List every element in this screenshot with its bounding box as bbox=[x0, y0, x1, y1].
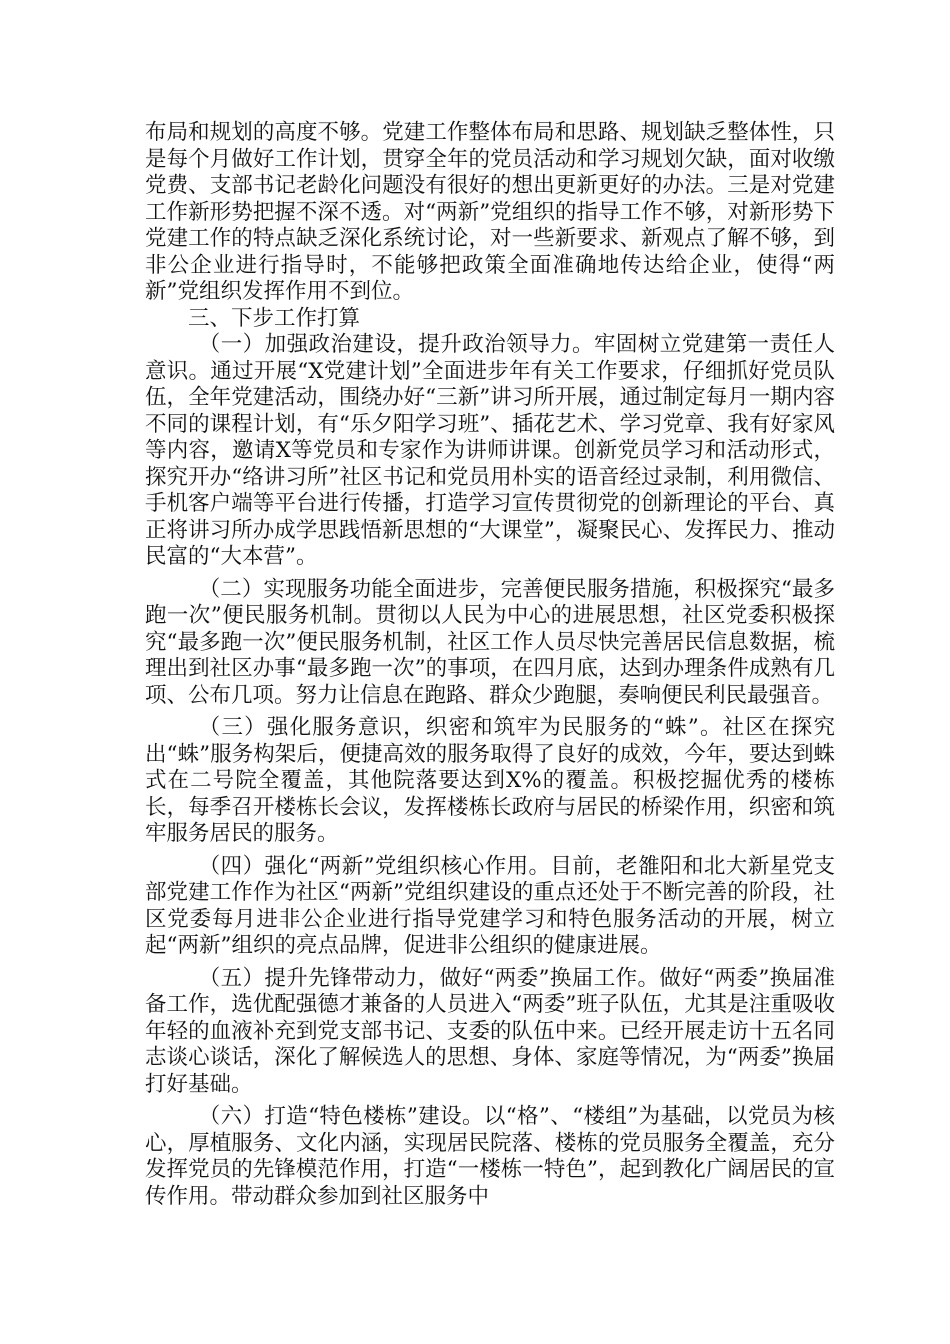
paragraph-continuation: 布局和规划的高度不够。党建工作整体布局和思路、规划缺乏整体性，只是每个月做好工作计划，贯穿全年的党员活动和学习规划欠缺，面对收缴党费、支部书记老龄化问题没有很好的想出更新更好的办法。三是对党建工作新形势把握不深不透。对“两新”党组织的指导工作不够，对新形势下党建工作的特点缺乏深化系统讨论，对一些新要求、新观点了解不够，到非公企业进行指导时，不能够把政策全面准确地传达给企业，使得“两新”党组织发挥作用不到位。 bbox=[145, 120, 835, 304]
paragraph-item-5: （五）提升先锋带动力，做好“两委”换届工作。做好“两委”换届准备工作，选优配强德才兼备的人员进入“两委”班子队伍，尤其是注重吸收年轻的血液补充到党支部书记、支委的队伍中来。已经开展走访十五名同志谈心谈话，深化了解候选人的思想、身体、家庭等情况，为“两委”换届打好基础。 bbox=[145, 965, 835, 1097]
document-page bbox=[145, 120, 835, 1210]
section-heading: 三、下步工作打算 bbox=[188, 305, 361, 331]
paragraph-item-4: （四）强化“两新”党组织核心作用。目前，老雒阳和北大新星党支部党建工作作为社区“两新”党组织建设的重点还处于不断完善的阶段，社区党委每月进非公企业进行指导党建学习和特色服务活动的开展，树立起“两新”组织的亮点品牌，促进非公组织的健康进展。 bbox=[145, 853, 835, 958]
paragraph-item-1: （一）加强政治建设，提升政治领导力。牢固树立党建第一责任人意识。通过开展“X党建计划”全面进步年有关工作要求，仔细抓好党员队伍，全年党建活动，围绕办好“三新”讲习所开展，通过制定每月一期内容不同的课程计划，有“乐夕阳学习班”、插花艺术、学习党章、我有好家风等内容，邀请X等党员和专家作为讲师讲课。创新党员学习和活动形式，探究开办“络讲习所”社区书记和党员用朴实的语音经过录制，利用微信、手机客户端等平台进行传播，打造学习宣传贯彻党的创新理论的平台、真正将讲习所办成学思践悟新思想的“大课堂”，凝聚民心、发挥民力、推动民富的“大本营”。 bbox=[145, 332, 835, 569]
paragraph-item-6: （六）打造“特色楼栋”建设。以“格”、“楼组”为基础，以党员为核心，厚植服务、文化内涵，实现居民院落、楼栋的党员服务全覆盖，充分发挥党员的先锋模范作用，打造“一楼栋一特色”，起到教化广阔居民的宣传作用。带动群众参加到社区服务中 bbox=[145, 1104, 835, 1209]
paragraph-item-2: （二）实现服务功能全面进步，完善便民服务措施，积极探究“最多跑一次”便民服务机制。贯彻以人民为中心的进展思想，社区党委积极探究“最多跑一次”便民服务机制，社区工作人员尽快完善居民信息数据，梳理出到社区办事“最多跑一次”的事项，在四月底，达到办理条件成熟有几项、公布几项。努力让信息在跑路、群众少跑腿，奏响便民利民最强音。 bbox=[145, 576, 835, 708]
paragraph-item-3: （三）强化服务意识，织密和筑牢为民服务的“蛛”。社区在探究出“蛛”服务构架后，便捷高效的服务取得了良好的成效，今年，要达到蛛式在二号院全覆盖，其他院落要达到X%的覆盖。积极挖掘优秀的楼栋长，每季召开楼栋长会议，发挥楼栋长政府与居民的桥梁作用，织密和筑牢服务居民的服务。 bbox=[145, 715, 835, 846]
